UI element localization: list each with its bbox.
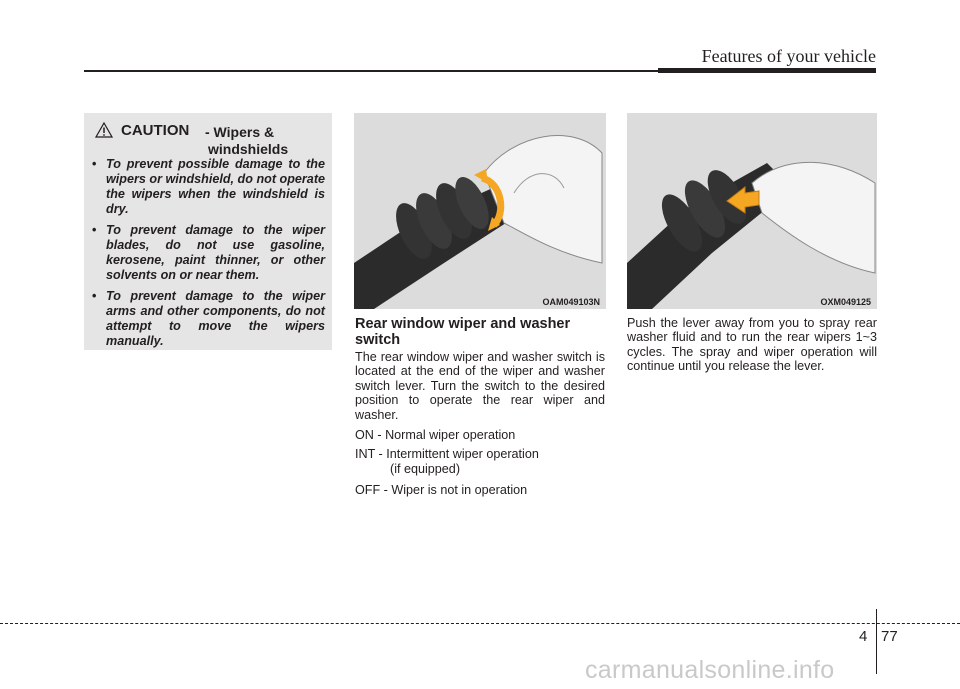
mode-int-note: (if equipped) — [390, 462, 461, 476]
footer-rule — [0, 623, 960, 624]
warning-triangle-icon — [95, 122, 113, 138]
figure-caption: OXM049125 — [820, 297, 871, 307]
wiper-lever-illustration — [354, 113, 606, 309]
page-number: 77 — [881, 628, 898, 645]
figure-caption: OAM049103N — [542, 297, 600, 307]
caution-subtitle-2: windshields — [208, 141, 289, 157]
section-paragraph: The rear window wiper and washer switch is located at the end of the wiper and washer switch lever. Turn the switch to the desired position to operate the rear wiper and washer. — [355, 350, 605, 422]
mode-on: ON - Normal wiper operation — [355, 428, 516, 442]
caution-list — [90, 157, 325, 355]
mode-int: INT - Intermittent wiper operation — [355, 447, 539, 461]
page-divider — [876, 609, 877, 674]
wiper-lever-push-illustration — [627, 113, 877, 309]
caution-item: • To prevent damage to the wiper arms and other components, do not attempt to move the wipers manually. — [90, 289, 325, 349]
mode-off: OFF - Wiper is not in operation — [355, 483, 528, 497]
caution-item: • To prevent damage to the wiper blades, do not use gasoline, kerosene, paint thinner, or other solvents on or near them. — [90, 223, 325, 283]
push-paragraph: Push the lever away from you to spray rear washer fluid and to run the rear wipers 1~3 cycles. The spray and wiper operation will continue until you release the lever. — [627, 316, 877, 374]
chapter-number: 4 — [859, 628, 868, 645]
caution-item: • To prevent possible damage to the wipers or windshield, do not operate the wipers when the windshield is dry. — [90, 157, 325, 217]
section-heading: Rear window wiper and washer switch — [355, 316, 571, 348]
figure-push-lever — [627, 113, 877, 309]
page-header-title: Features of your vehicle — [701, 46, 876, 66]
watermark: carmanualsonline.info — [585, 656, 835, 684]
header-rule-accent — [658, 68, 876, 73]
caution-subtitle-1: - Wipers & — [205, 124, 275, 140]
caution-label: CAUTION — [121, 122, 190, 139]
figure-rotate-switch — [354, 113, 606, 309]
